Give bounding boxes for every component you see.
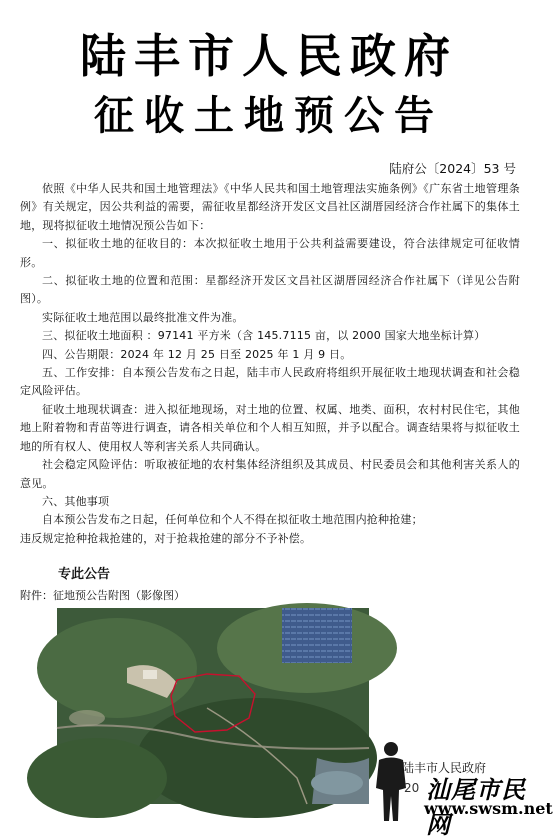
paragraph-purpose: 一、拟征收土地的征收目的：本次拟征收土地用于公共利益需要建设，符合法律规定可征收情形。 bbox=[20, 237, 520, 269]
title-line-1: 陆丰市人民政府 bbox=[80, 29, 458, 83]
satellite-map-image bbox=[57, 608, 369, 804]
title-line-2: 征收土地预公告 bbox=[94, 93, 444, 139]
paragraph-survey: 征收土地现状调查：进入拟征地现场，对土地的位置、权属、地类、面积，农村村民住宅，其他地上附着物和青苗等进行调查，请各相关单位和个人相互知照，并予以配合。调查结果将与拟征收土地的所有权人、使用权人等利害关系人共同确认。 bbox=[20, 402, 520, 453]
paragraph-prohibition: 自本预公告发布之日起，任何单位和个人不得在拟征收土地范围内抢种抢建； bbox=[42, 513, 423, 527]
paragraph-location: 二、拟征收土地的位置和范围：星都经济开发区文昌社区湖厝园经济合作社属下（详见公告附图）。 bbox=[20, 274, 520, 306]
announcement-body bbox=[20, 180, 520, 548]
paragraph-area: 三、拟征收土地面积 ：97141 平方米（含 145.7115 亩，以 2000 国家大地坐标计算） bbox=[42, 329, 486, 343]
watermark-site-name: 汕尾市民网 bbox=[426, 775, 526, 839]
watermark-url: www.swsm.net bbox=[424, 799, 553, 818]
paragraph-intro: 依照《中华人民共和国土地管理法》《中华人民共和国土地管理法实施条例》《广东省土地管理条例》有关规定，因公共利益的需要，需征收星都经济开发区文昌社区湖厝园经济合作社属下的集体土地，现将拟征收土地情况预公告如下： bbox=[20, 182, 520, 232]
paragraph-risk-assessment: 社会稳定风险评估：听取被征地的农村集体经济组织及其成员、村民委员会和其他利害关系人的意见。 bbox=[20, 458, 520, 490]
paragraph-scope-note: 实际征收土地范围以最终批准文件为准。 bbox=[42, 310, 244, 324]
paragraph-no-compensation: 违反规定抢种抢栽抢建的，对于抢栽抢建的部分不予补偿。 bbox=[20, 531, 312, 545]
paragraph-work-plan: 五、工作安排：自本预公告发布之日起，陆丰市人民政府将组织开展征收土地现状调查和社会稳定风险评估。 bbox=[20, 366, 520, 398]
paragraph-period: 四、公告期限：2024 年 12 月 25 日至 2025 年 1 月 9 日。 bbox=[42, 347, 352, 361]
document-number: 陆府公〔2024〕53 号 bbox=[389, 161, 516, 176]
signature-date-obscured: 20 bbox=[404, 781, 420, 795]
attachment-label: 附件：征地预公告附图（影像图） bbox=[20, 589, 185, 602]
signing-authority: 陆丰市人民政府 bbox=[402, 761, 487, 775]
paragraph-other-heading: 六、其他事项 bbox=[42, 494, 110, 508]
special-notice: 专此公告 bbox=[58, 567, 111, 582]
